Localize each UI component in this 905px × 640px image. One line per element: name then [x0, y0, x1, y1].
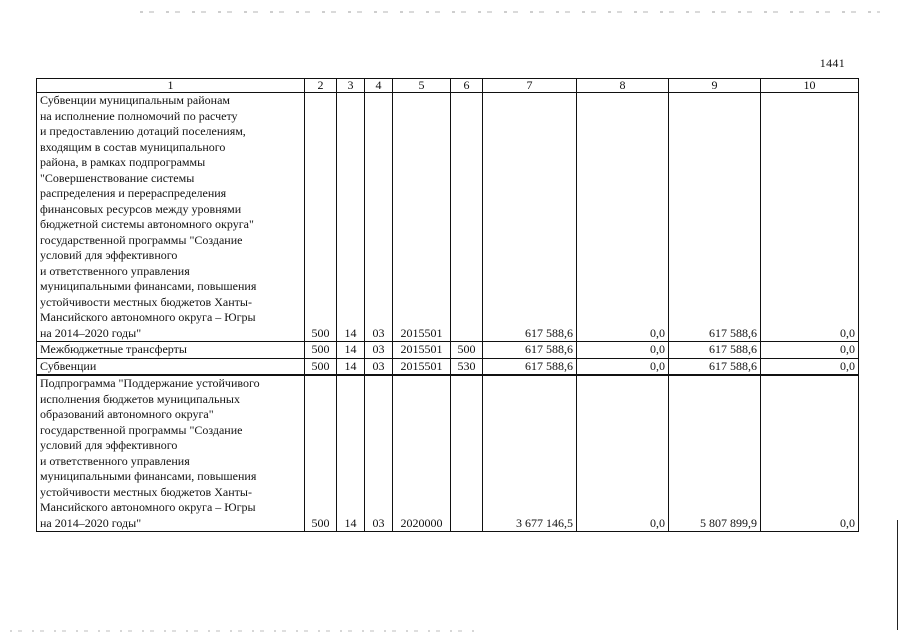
header-row	[37, 79, 859, 93]
section-cell: 14	[337, 375, 365, 532]
amount-cell: 3 677 146,5	[483, 375, 577, 532]
subsection-cell: 03	[365, 375, 393, 532]
column-header: 8	[577, 79, 669, 93]
table-row	[37, 342, 859, 359]
column-header: 3	[337, 79, 365, 93]
amount-cell: 5 807 899,9	[669, 375, 761, 532]
subsection-cell: 03	[365, 342, 393, 359]
page-number: 1441	[819, 56, 845, 70]
amount-cell: 0,0	[761, 358, 859, 375]
admin-code-cell: 500	[305, 375, 337, 532]
column-header: 5	[393, 79, 451, 93]
column-header: 7	[483, 79, 577, 93]
amount-cell: 0,0	[577, 342, 669, 359]
expense-type-cell	[451, 375, 483, 532]
scan-edge-line	[897, 520, 898, 630]
admin-code-cell: 500	[305, 358, 337, 375]
column-header: 4	[365, 79, 393, 93]
amount-cell: 617 588,6	[669, 358, 761, 375]
scan-noise-top	[140, 11, 880, 13]
expense-type-cell: 530	[451, 358, 483, 375]
scan-noise-bottom	[10, 630, 480, 632]
budget-table	[36, 78, 859, 532]
admin-code-cell: 500	[305, 93, 337, 342]
column-header: 6	[451, 79, 483, 93]
section-cell: 14	[337, 93, 365, 342]
column-header: 2	[305, 79, 337, 93]
amount-cell: 0,0	[761, 342, 859, 359]
amount-cell: 617 588,6	[483, 93, 577, 342]
subsection-cell: 03	[365, 93, 393, 342]
row-name-cell: Межбюджетные трансферты	[37, 342, 305, 359]
amount-cell: 617 588,6	[483, 342, 577, 359]
expense-type-cell	[451, 93, 483, 342]
row-name-cell: Субвенции	[37, 358, 305, 375]
amount-cell: 0,0	[577, 375, 669, 532]
amount-cell: 617 588,6	[483, 358, 577, 375]
column-header: 9	[669, 79, 761, 93]
row-name-cell: Подпрограмма "Поддержание устойчивого исполнения бюджетов муниципальных образований автономного округа" государственной программы "Создание условий для эффективного и ответственного управления муниципальными финансами, повышения устойчивости местных бюджетов Ханты- Мансийского автономного округа – Югры на 2014–2020 годы"	[37, 375, 305, 532]
amount-cell: 0,0	[761, 375, 859, 532]
amount-cell: 0,0	[577, 93, 669, 342]
subsection-cell: 03	[365, 358, 393, 375]
table-row	[37, 375, 859, 532]
table-row	[37, 358, 859, 375]
amount-cell: 617 588,6	[669, 342, 761, 359]
amount-cell: 617 588,6	[669, 93, 761, 342]
column-header: 1	[37, 79, 305, 93]
target-article-cell: 2015501	[393, 93, 451, 342]
section-cell: 14	[337, 342, 365, 359]
amount-cell: 0,0	[761, 93, 859, 342]
admin-code-cell: 500	[305, 342, 337, 359]
section-cell: 14	[337, 358, 365, 375]
target-article-cell: 2020000	[393, 375, 451, 532]
amount-cell: 0,0	[577, 358, 669, 375]
row-name-cell: Субвенции муниципальным районам на исполнение полномочий по расчету и предоставлению дотаций поселениям, входящим в состав муниципального района, в рамках подпрограммы "Совершенствование системы распределения и перераспределения финансовых ресурсов между уровнями бюджетной системы автономного округа" государственной программы "Создание условий для эффективного и ответственного управления муниципальными финансами, повышения устойчивости местных бюджетов Ханты- Мансийского автономного округа – Югры на 2014–2020 годы"	[37, 93, 305, 342]
expense-type-cell: 500	[451, 342, 483, 359]
table-row	[37, 93, 859, 342]
target-article-cell: 2015501	[393, 342, 451, 359]
target-article-cell: 2015501	[393, 358, 451, 375]
column-header: 10	[761, 79, 859, 93]
